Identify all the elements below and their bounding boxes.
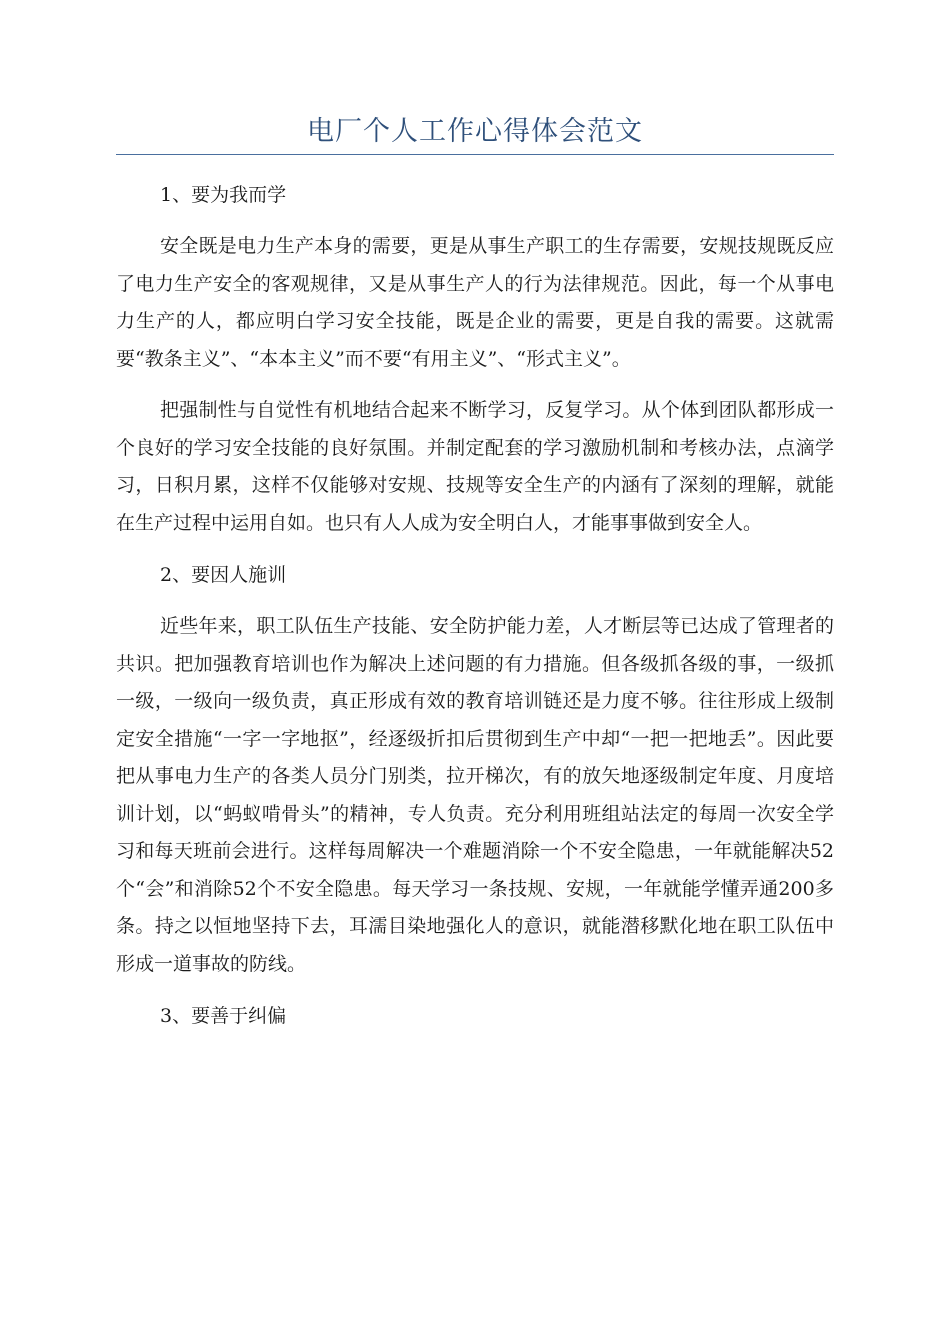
- title-underline: [116, 154, 834, 155]
- paragraph: 把强制性与自觉性有机地结合起来不断学习，反复学习。从个体到团队都形成一个良好的学习安全技能的良好氛围。并制定配套的学习激励机制和考核办法，点滴学习，日积月累，这样不仅能够对安规、技规等安全生产的内涵有了深刻的理解，就能在生产过程中运用自如。也只有人人成为安全明白人，才能事事做到安全人。: [116, 399, 834, 534]
- document-title: 电厂个人工作心得体会范文: [307, 116, 643, 147]
- paragraph: 近些年来，职工队伍生产技能、安全防护能力差，人才断层等已达成了管理者的共识。把加强教育培训也作为解决上述问题的有力措施。但各级抓各级的事，一级抓一级，一级向一级负责，真正形成有效的教育培训链还是力度不够。往往形成上级制定安全措施“一字一字地抠”，经逐级折扣后贯彻到生产中却“一把一把地丢”。因此要把从事电力生产的各类人员分门别类，拉开梯次，有的放矢地逐级制定年度、月度培训计划，以“蚂蚁啃骨头”的精神，专人负责。充分利用班组站法定的每周一次安全学习和每天班前会进行。这样每周解决一个难题消除一个不安全隐患，一年就能解决52个“会”和消除52个不安全隐患。每天学习一条技规、安规，一年就能学懂弄通200多条。持之以恒地坚持下去，耳濡目染地强化人的意识，就能潜移默化地在职工队伍中形成一道事故的防线。: [116, 615, 834, 975]
- section-heading: 1、要为我而学: [160, 184, 287, 206]
- section-heading: 3、要善于纠偏: [160, 1005, 287, 1027]
- paragraph: 安全既是电力生产本身的需要，更是从事生产职工的生存需要，安规技规既反应了电力生产安全的客观规律，又是从事生产人的行为法律规范。因此，每一个从事电力生产的人，都应明白学习安全技能，既是企业的需要，更是自我的需要。这就需要“教条主义”、“本本主义”而不要“有用主义”、“形式主义”。: [116, 235, 834, 370]
- document-body: [116, 176, 834, 1049]
- section-heading: 2、要因人施训: [160, 564, 287, 586]
